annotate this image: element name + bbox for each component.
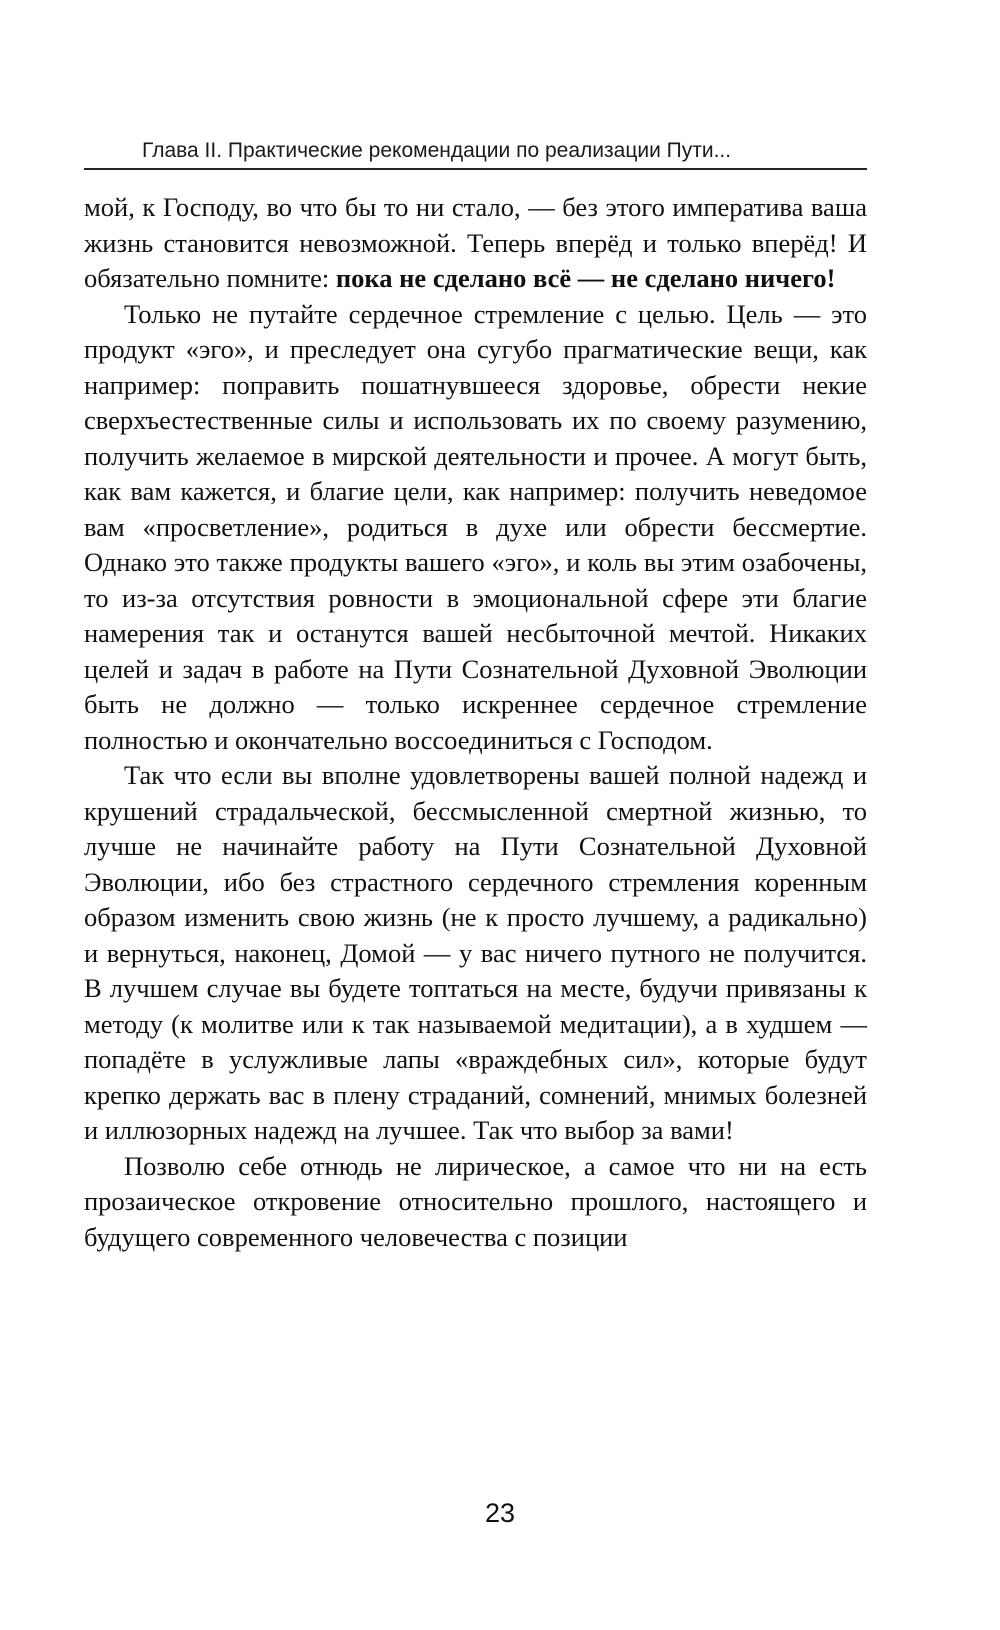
paragraph-1-text: мой, к Господу, во что бы то ни стало, — без этого императива ваша жизнь становится невозможной. Теперь вперёд и только вперёд! И обязательно помните: xyxy=(84,192,867,293)
paragraph-2: Только не путайте сердечное стремление с целью. Цель — это продукт «эго», и преследует она сугубо прагматические вещи, как например: поправить пошатнувшееся здоровье, обрести некие сверхъестественные силы и использовать их по своему разумению, получить желаемое в мирской деятельности и прочее. А могут быть, как вам кажется, и благие цели, как например: получить неведомое вам «просветление», родиться в духе или обрести бессмертие. Однако это также продукты вашего «эго», и коль вы этим озабочены, то из-за отсутствия ровности в эмоциональной сфере эти благие намерения так и останутся вашей несбыточной мечтой. Никаких целей и задач в работе на Пути Сознательной Духовной Эволюции быть не должно — только искреннее сердечное стремление полностью и окончательно воссоединиться с Господом. xyxy=(84,298,867,755)
paragraph-3: Так что если вы вполне удовлетворены вашей полной надежд и крушений страдальческой, бессмысленной смертной жизнью, то лучше не начинайте работу на Пути Сознательной Духовной Эволюции, ибо без страстного сердечного стремления коренным образом изменить свою жизнь (не к просто лучшему, а радикально) и вернуться, наконец, Домой — у вас ничего путного не получится. В лучшем случае вы будете топтаться на месте, будучи привязаны к методу (к молитве или к так называемой медитации), а в худшем — попадёте в услужливые лапы «враждебных сил», которые будут крепко держать вас в плену страданий, сомнений, мнимых болезней и иллюзорных надежд на лучшее. Так что выбор за вами! xyxy=(84,760,867,1145)
running-head: Глава II. Практические рекомендации по реализации Пути... xyxy=(142,139,732,162)
paragraph-1-bold: пока не сделано всё — не сделано ничего! xyxy=(335,263,836,293)
paragraph-1 xyxy=(84,190,867,297)
page-number: 23 xyxy=(484,1498,516,1528)
paragraph-4: Позволю себе отнюдь не лирическое, а самое что ни на есть прозаическое откровение относительно прошлого, настоящего и будущего современного человечества с позиции xyxy=(84,1150,867,1252)
body-text xyxy=(84,190,867,1255)
header-rule xyxy=(84,168,867,170)
